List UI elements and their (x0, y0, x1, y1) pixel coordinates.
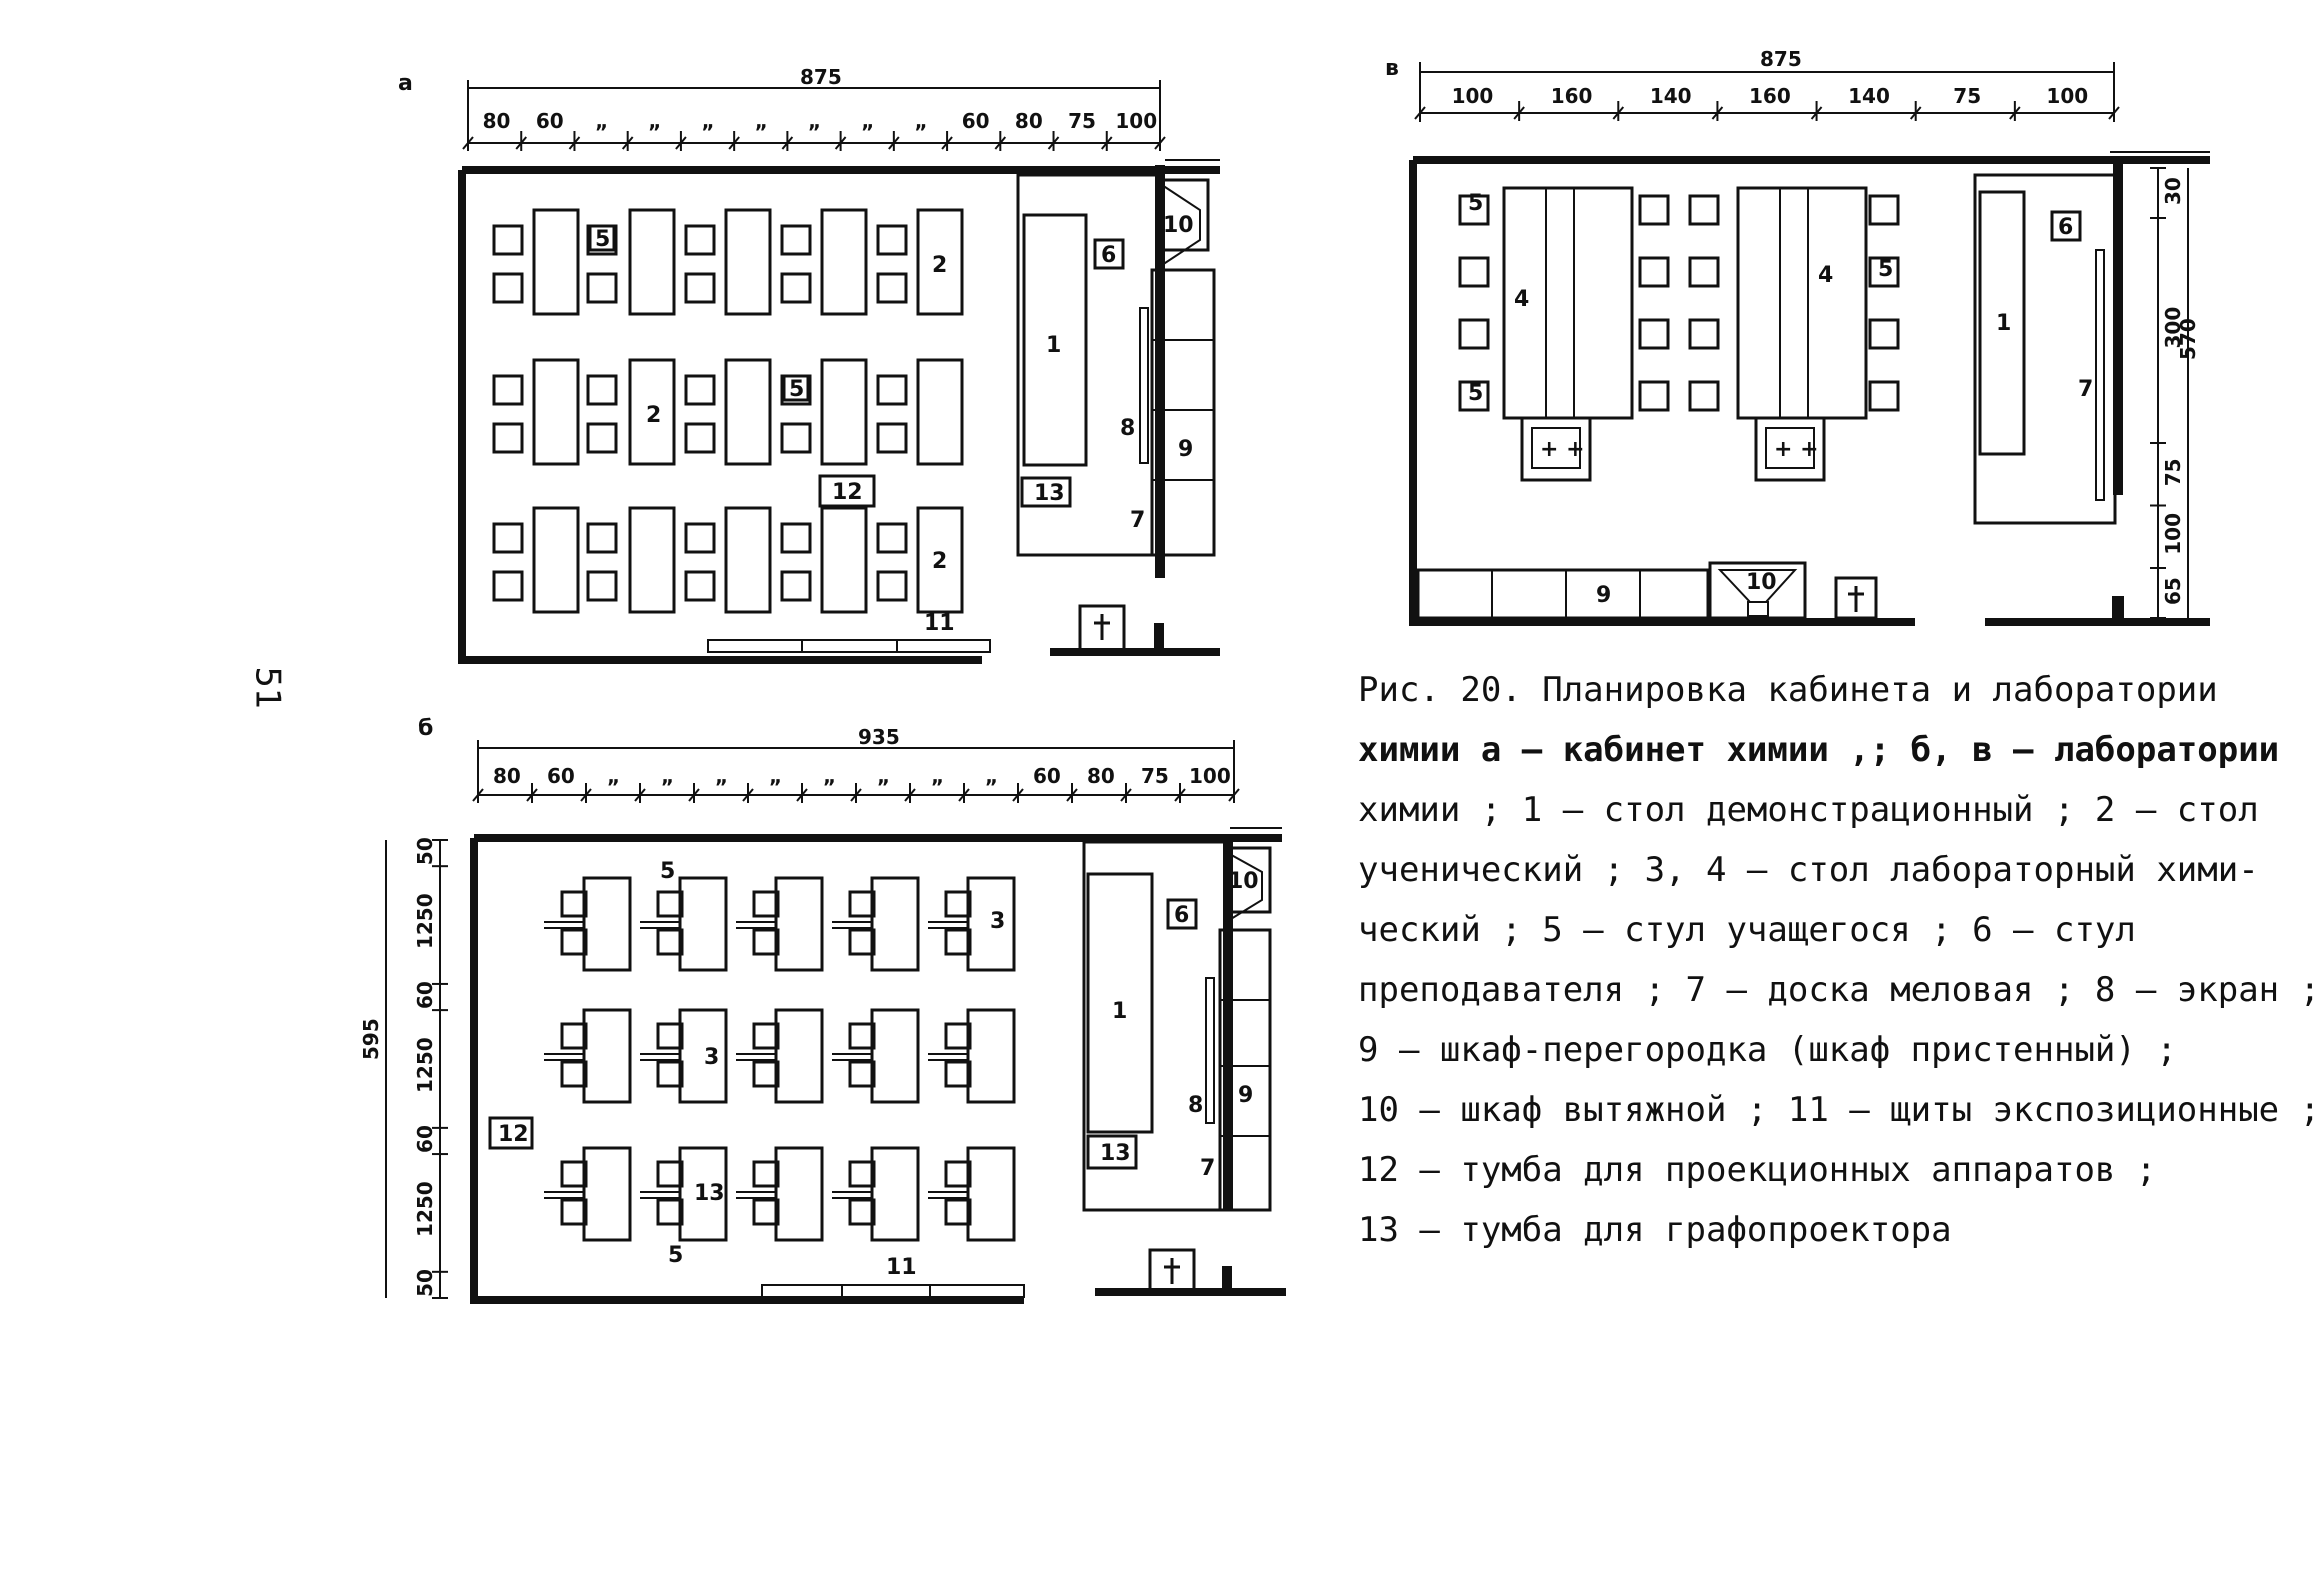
caption-line: ученический ; 3, 4 – стол лабораторный хими- (1358, 850, 2259, 890)
plan-v-sink-2: + + (1774, 437, 1819, 462)
dimension-label: 75 (1068, 109, 1096, 133)
lab-table (872, 1010, 918, 1102)
chair (494, 226, 522, 254)
plan-a-dimension-chain (463, 109, 1165, 151)
plan-b-label-projector-stand: 12 (498, 1122, 529, 1147)
chair (588, 274, 616, 302)
chair (658, 892, 682, 916)
dimension-label: 160 (1550, 84, 1593, 108)
plan-b-label-lab-table: 3 (990, 909, 1006, 934)
plan-v-label-student-chair: 5 (1468, 191, 1484, 216)
plan-b-label-demo-table: 1 (1112, 999, 1128, 1024)
chair (782, 424, 810, 452)
dimension-label: 80 (1014, 109, 1043, 133)
dimension-label: 140 (1848, 84, 1890, 108)
chair (946, 1162, 970, 1186)
lab-table (968, 1148, 1014, 1240)
caption-line: преподавателя ; 7 – доска меловая ; 8 – экран ; (1358, 970, 2321, 1010)
lab-table (872, 878, 918, 970)
student-table (822, 210, 866, 314)
lab-table (872, 1148, 918, 1240)
dimension-label: 60 (547, 764, 575, 788)
plan-b (359, 716, 1286, 1300)
plan-v (1385, 47, 2210, 626)
plan-v-label-lab-table: 4 (1514, 287, 1530, 312)
plan-a-label-demo-table: 1 (1046, 333, 1062, 358)
plan-v-label-cabinet: 9 (1596, 583, 1612, 608)
caption-line: 13 – тумба для графопроектора (1358, 1210, 1952, 1250)
chair (878, 572, 906, 600)
plan-a-label-projector-stand: 12 (832, 480, 863, 505)
chair (588, 424, 616, 452)
plan-b-side-dimension-chain (413, 837, 448, 1298)
dimension-label: 75 (2161, 458, 2185, 487)
chair (562, 1162, 586, 1186)
chair (1870, 196, 1898, 224)
plan-v-label-student-chair: 5 (1878, 257, 1894, 282)
chair (686, 572, 714, 600)
chair (946, 930, 970, 954)
caption-line: 10 – шкаф вытяжной ; 11 – щиты экспозиционные ; (1358, 1090, 2321, 1130)
chair (494, 572, 522, 600)
student-table (630, 210, 674, 314)
chair (562, 1062, 586, 1086)
plan-b-dimension-chain (473, 764, 1239, 803)
chair (588, 572, 616, 600)
chair (1870, 320, 1898, 348)
dimension-label: 30 (2161, 177, 2185, 205)
chair (658, 1024, 682, 1048)
plan-a-letter: а (398, 71, 413, 96)
chair (946, 1200, 970, 1224)
dimension-label: 75 (1953, 84, 1982, 108)
plan-a-label-overhead-stand: 13 (1034, 481, 1065, 506)
plan-b-label-board: 7 (1200, 1156, 1216, 1181)
chair (686, 524, 714, 552)
dimension-label: 50 (413, 1269, 437, 1297)
plan-b-label-student-chair-bottom: 5 (668, 1243, 684, 1268)
chair (588, 524, 616, 552)
dimension-label: 50 (413, 837, 437, 866)
plan-b-label-cabinet: 9 (1238, 1083, 1254, 1108)
student-table (822, 508, 866, 612)
dimension-label: „ (701, 109, 715, 133)
dimension-label: „ (823, 764, 837, 788)
chair (658, 930, 682, 954)
student-table (534, 360, 578, 464)
plan-b-total-width: 935 (858, 725, 900, 749)
chair (562, 892, 586, 916)
chair (1640, 258, 1668, 286)
dimension-label: „ (754, 109, 768, 133)
chair (850, 1062, 874, 1086)
dimension-label: 60 (535, 109, 564, 133)
dimension-label: 300 (2161, 306, 2185, 349)
student-table (534, 508, 578, 612)
lab-table (968, 1010, 1014, 1102)
plan-b-label-student-chair-top: 5 (660, 859, 676, 884)
lab-table (584, 878, 630, 970)
chair (878, 274, 906, 302)
chair (946, 1062, 970, 1086)
plan-a (398, 65, 1220, 660)
student-table (918, 360, 962, 464)
student-table (822, 360, 866, 464)
chair (878, 524, 906, 552)
dimension-label: „ (607, 764, 621, 788)
chair (686, 274, 714, 302)
lab-table (776, 1148, 822, 1240)
dimension-label: 100 (1115, 109, 1158, 133)
chair (686, 376, 714, 404)
plan-v-side-total: 570 (2176, 318, 2200, 360)
lab-table (776, 1010, 822, 1102)
chair (1460, 258, 1488, 286)
dimension-label: 100 (2161, 513, 2185, 555)
plan-v-label-lab-table-2: 4 (1818, 263, 1834, 288)
plan-b-label-overhead-stand-mid: 13 (694, 1181, 725, 1206)
dimension-label: „ (595, 109, 609, 133)
plan-b-letter: б (418, 716, 434, 741)
chair (1640, 382, 1668, 410)
chair (494, 524, 522, 552)
dimension-label: 1250 (413, 1181, 437, 1237)
chair (1690, 320, 1718, 348)
chair (494, 424, 522, 452)
plan-b-label-teacher-chair: 6 (1174, 903, 1190, 928)
plan-v-dimension-chain (1415, 84, 2119, 121)
plan-v-label-board: 7 (2078, 377, 2094, 402)
plan-v-total-width: 875 (1760, 47, 1802, 71)
plan-b-label-display-boards: 11 (886, 1255, 917, 1280)
chair (658, 1062, 682, 1086)
caption-line: химии ; 1 – стол демонстрационный ; 2 – стол (1358, 790, 2259, 830)
dimension-label: „ (914, 109, 928, 133)
plan-b-lab-table-rows (544, 878, 1014, 1240)
chair (1640, 196, 1668, 224)
dimension-label: 1250 (413, 893, 437, 950)
plan-a-label-student-table: 2 (646, 403, 662, 428)
dimension-label: 140 (1649, 84, 1692, 108)
chair (494, 274, 522, 302)
plan-v-label-fume-hood: 10 (1746, 570, 1777, 595)
dimension-label: 60 (1033, 764, 1061, 788)
plan-a-label-student-chair: 5 (789, 377, 805, 402)
plan-a-label-student-table: 2 (932, 549, 948, 574)
chair (782, 274, 810, 302)
caption-line: 9 – шкаф-перегородка (шкаф пристенный) ; (1358, 1030, 2177, 1070)
student-table (726, 210, 770, 314)
chair (1690, 196, 1718, 224)
chair (754, 930, 778, 954)
plan-v-label-demo-table: 1 (1996, 311, 2012, 336)
caption-line: ческий ; 5 – стул учащегося ; 6 – стул (1358, 910, 2136, 950)
chair (754, 1200, 778, 1224)
plan-v-label-student-chair: 5 (1468, 381, 1484, 406)
caption-line: химии а – кабинет химии ,; б, в – лаборатории (1358, 730, 2280, 770)
lab-table (584, 1010, 630, 1102)
chair (850, 892, 874, 916)
chair (850, 1162, 874, 1186)
chair (686, 424, 714, 452)
dimension-label: 100 (2046, 84, 2089, 108)
dimension-label: „ (648, 109, 662, 133)
plan-a-label-student-table: 2 (932, 253, 948, 278)
chair (562, 930, 586, 954)
plan-v-sink-1: + + (1540, 437, 1585, 462)
dimension-label: 80 (482, 109, 511, 133)
caption-line: 12 – тумба для проекционных аппаратов ; (1358, 1150, 2157, 1190)
chair (782, 524, 810, 552)
student-table (534, 210, 578, 314)
plan-b-label-screen: 8 (1188, 1093, 1204, 1118)
chair (658, 1162, 682, 1186)
dimension-label: 100 (1189, 764, 1231, 788)
lab-table (776, 878, 822, 970)
plan-a-label-student-chair: 5 (595, 227, 611, 252)
student-table (630, 508, 674, 612)
plan-a-student-rows (494, 210, 962, 612)
chair (850, 1200, 874, 1224)
chair (878, 424, 906, 452)
chair (686, 226, 714, 254)
chair (878, 376, 906, 404)
caption-line: Рис. 20. Планировка кабинета и лаборатории (1358, 670, 2218, 710)
dimension-label: „ (985, 764, 999, 788)
lab-table (680, 878, 726, 970)
lab-table (584, 1148, 630, 1240)
chair (562, 1024, 586, 1048)
dimension-label: 160 (1749, 84, 1791, 108)
figure-caption (1358, 660, 2321, 1260)
dimension-label: „ (769, 764, 783, 788)
dimension-label: „ (931, 764, 945, 788)
dimension-label: „ (861, 109, 875, 133)
chair (1690, 258, 1718, 286)
dimension-label: 60 (413, 1125, 437, 1153)
dimension-label: 60 (961, 109, 990, 133)
chair (562, 1200, 586, 1224)
dimension-label: 80 (1087, 764, 1115, 788)
chair (588, 376, 616, 404)
dimension-label: „ (661, 764, 675, 788)
student-table (726, 360, 770, 464)
plan-a-label-board: 7 (1130, 508, 1146, 533)
plan-a-label-cabinet: 9 (1178, 437, 1194, 462)
dimension-label: „ (808, 109, 822, 133)
plan-a-label-fume-hood: 10 (1163, 213, 1194, 238)
dimension-label: 1250 (413, 1037, 437, 1093)
chair (946, 1024, 970, 1048)
chair (1690, 382, 1718, 410)
chair (850, 1024, 874, 1048)
plan-a-total-width: 875 (800, 65, 842, 89)
student-table (726, 508, 770, 612)
plan-a-label-screen: 8 (1120, 416, 1136, 441)
chair (782, 572, 810, 600)
page-number: 51 (247, 666, 288, 710)
plan-v-side-dimension-chain (2150, 168, 2185, 618)
dimension-label: „ (877, 764, 891, 788)
plan-a-label-display-boards: 11 (924, 611, 955, 636)
plan-b-label-lab-table: 3 (704, 1045, 720, 1070)
chair (946, 892, 970, 916)
chair (850, 930, 874, 954)
chair (494, 376, 522, 404)
dimension-label: 80 (493, 764, 521, 788)
dimension-label: 100 (1451, 84, 1494, 108)
plan-a-label-teacher-chair: 6 (1101, 243, 1117, 268)
chair (754, 1162, 778, 1186)
plan-v-letter: в (1385, 56, 1399, 81)
plan-b-label-overhead-stand: 13 (1100, 1141, 1131, 1166)
dimension-label: „ (715, 764, 729, 788)
chair (878, 226, 906, 254)
plan-b-label-fume-hood: 10 (1228, 869, 1259, 894)
chair (1460, 320, 1488, 348)
plan-v-label-teacher-chair: 6 (2058, 215, 2074, 240)
chair (754, 1062, 778, 1086)
chair (782, 226, 810, 254)
chair (1870, 382, 1898, 410)
chair (754, 892, 778, 916)
plan-b-side-total: 595 (359, 1018, 383, 1060)
dimension-label: 75 (1141, 764, 1169, 788)
dimension-label: 65 (2161, 577, 2185, 605)
chair (658, 1200, 682, 1224)
chair (1640, 320, 1668, 348)
chair (754, 1024, 778, 1048)
dimension-label: 60 (413, 981, 437, 1010)
